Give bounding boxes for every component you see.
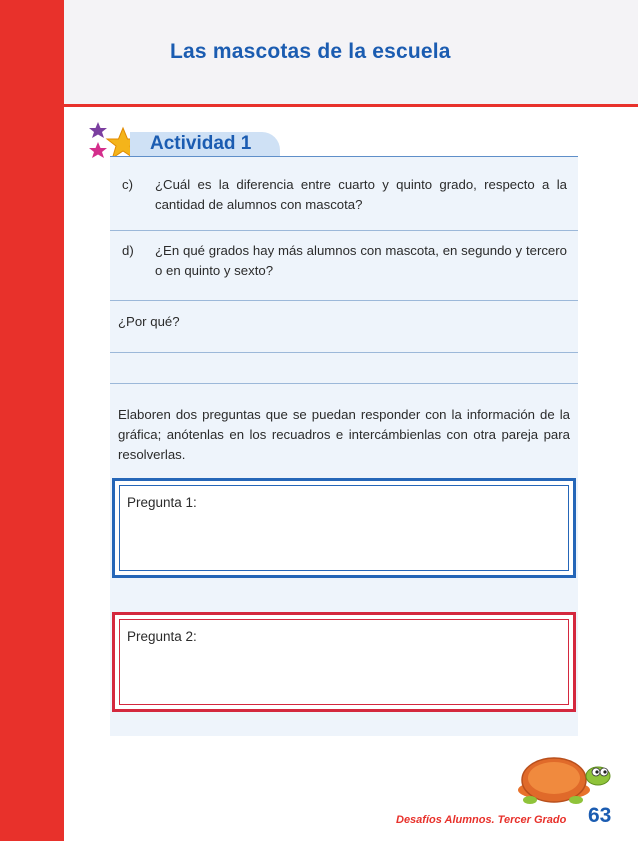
question-text: ¿En qué grados hay más alumnos con mascota, en segundo y tercero o en quinto y sexto? [155,243,567,278]
question-d [122,241,567,281]
question-1-box[interactable] [112,478,576,578]
left-red-margin [0,0,64,841]
divider [110,230,578,231]
instruction-text: Elaboren dos preguntas que se puedan responder con la información de la gráfica; anótenlas en los recuadros e intercámbienlas con otra pareja para resolverlas. [118,407,570,462]
question-1-label: Pregunta 1: [127,495,197,510]
question-2-label: Pregunta 2: [127,629,197,644]
page-title: Las mascotas de la escuela [170,40,451,63]
divider [110,300,578,301]
answer-line[interactable] [110,352,578,353]
activity-label: Actividad 1 [150,133,252,154]
why-prompt: ¿Por qué? [118,314,180,329]
question-c [122,175,567,215]
answer-line[interactable] [110,383,578,384]
page-number: 63 [588,804,612,827]
turtle-icon [512,752,612,810]
question-letter: c) [122,177,133,192]
footer-book-title: Desafíos Alumnos. Tercer Grado [396,814,567,826]
divider [110,156,578,157]
purple-star-small-icon [89,122,107,138]
question-2-box[interactable] [112,612,576,712]
pink-star-icon [89,142,107,158]
question-text: ¿Cuál es la diferencia entre cuarto y quinto grado, respecto a la cantidad de alumnos con mascota? [155,177,567,212]
question-letter: d) [122,243,134,258]
